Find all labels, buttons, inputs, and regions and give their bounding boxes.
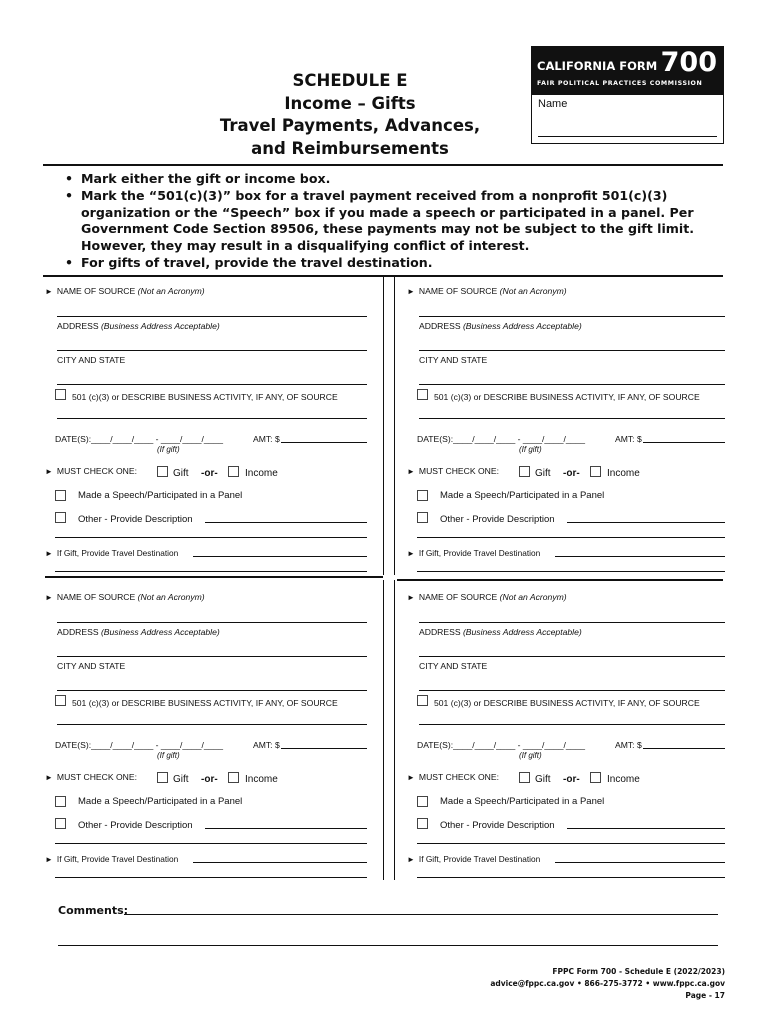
- name-label: Name: [538, 98, 568, 110]
- speech-checkbox[interactable]: [55, 490, 66, 501]
- 501c3-checkbox[interactable]: [55, 695, 66, 706]
- dates-label: DATE(S):____/____/____ - ____/____/____: [417, 740, 586, 750]
- other-checkbox[interactable]: [417, 818, 428, 829]
- dates-label: DATE(S):____/____/____ - ____/____/____: [417, 434, 586, 444]
- destination-field[interactable]: [193, 862, 367, 863]
- amount-field[interactable]: [643, 748, 725, 749]
- if-gift-note: (If gift): [519, 445, 542, 454]
- footer-contact: advice@fppc.ca.gov • 866-275-3772 • www.fppc.ca.gov: [490, 979, 725, 988]
- other-description-field[interactable]: [205, 522, 367, 523]
- city-state-field[interactable]: [419, 690, 725, 691]
- or-label: -or-: [201, 468, 218, 479]
- amount-label: AMT: $: [615, 740, 642, 750]
- destination-field[interactable]: [555, 862, 725, 863]
- business-activity-field[interactable]: [57, 724, 367, 725]
- column-divider: [383, 275, 384, 575]
- gift-checkbox[interactable]: [519, 772, 530, 783]
- business-activity-field[interactable]: [57, 418, 367, 419]
- source-label: ► NAME OF SOURCE (Not an Acronym): [407, 286, 567, 296]
- form-id-box: [531, 46, 724, 144]
- other-description-field[interactable]: [205, 828, 367, 829]
- name-field[interactable]: [538, 136, 717, 137]
- block-separator: [397, 579, 723, 581]
- address-field[interactable]: [419, 350, 725, 351]
- amount-field[interactable]: [281, 748, 367, 749]
- amount-label: AMT: $: [615, 434, 642, 444]
- if-gift-note: (If gift): [519, 751, 542, 760]
- other-description-field-2[interactable]: [417, 843, 725, 844]
- speech-checkbox[interactable]: [55, 796, 66, 807]
- city-state-field[interactable]: [57, 690, 367, 691]
- city-state-field[interactable]: [57, 384, 367, 385]
- instruction-item: • Mark either the gift or income box.: [63, 171, 713, 188]
- or-label: -or-: [201, 774, 218, 785]
- commission-name: FAIR POLITICAL PRACTICES COMMISSION: [537, 80, 703, 87]
- speech-label: Made a Speech/Participated in a Panel: [78, 490, 243, 501]
- if-gift-note: (If gift): [157, 751, 180, 760]
- business-activity-label: 501 (c)(3) or DESCRIBE BUSINESS ACTIVITY, IF ANY, OF SOURCE: [434, 698, 700, 708]
- amount-field[interactable]: [643, 442, 725, 443]
- destination-label: ► If Gift, Provide Travel Destination: [45, 548, 179, 558]
- amount-label: AMT: $: [253, 434, 280, 444]
- business-activity-field[interactable]: [419, 724, 725, 725]
- comments-field[interactable]: [124, 914, 718, 915]
- source-label: ► NAME OF SOURCE (Not an Acronym): [407, 592, 567, 602]
- other-checkbox[interactable]: [417, 512, 428, 523]
- city-state-field[interactable]: [419, 384, 725, 385]
- other-label: Other - Provide Description: [440, 514, 555, 525]
- form-label: CALIFORNIA FORM: [537, 59, 658, 73]
- destination-field-2[interactable]: [417, 877, 725, 878]
- address-label: ADDRESS (Business Address Acceptable): [57, 627, 220, 637]
- destination-field-2[interactable]: [55, 571, 367, 572]
- block-separator: [45, 576, 383, 578]
- speech-checkbox[interactable]: [417, 490, 428, 501]
- city-state-label: CITY AND STATE: [419, 661, 488, 671]
- business-activity-label: 501 (c)(3) or DESCRIBE BUSINESS ACTIVITY, IF ANY, OF SOURCE: [72, 392, 338, 402]
- other-checkbox[interactable]: [55, 818, 66, 829]
- other-description-field-2[interactable]: [55, 843, 367, 844]
- other-description-field[interactable]: [567, 522, 725, 523]
- amount-field[interactable]: [281, 442, 367, 443]
- address-label: ADDRESS (Business Address Acceptable): [419, 321, 582, 331]
- destination-field[interactable]: [193, 556, 367, 557]
- dates-label: DATE(S):____/____/____ - ____/____/____: [55, 740, 224, 750]
- speech-label: Made a Speech/Participated in a Panel: [440, 796, 605, 807]
- speech-checkbox[interactable]: [417, 796, 428, 807]
- source-field[interactable]: [419, 622, 725, 623]
- source-field[interactable]: [419, 316, 725, 317]
- form-header-band: [532, 47, 723, 95]
- other-label: Other - Provide Description: [440, 820, 555, 831]
- column-divider: [383, 580, 384, 880]
- destination-field-2[interactable]: [417, 571, 725, 572]
- top-divider: [43, 164, 723, 166]
- city-state-label: CITY AND STATE: [57, 355, 126, 365]
- comments-label: Comments:: [58, 904, 129, 917]
- gift-label: Gift: [535, 774, 551, 785]
- income-label: Income: [245, 774, 278, 785]
- other-checkbox[interactable]: [55, 512, 66, 523]
- column-divider: [394, 580, 395, 880]
- speech-label: Made a Speech/Participated in a Panel: [440, 490, 605, 501]
- gift-checkbox[interactable]: [157, 466, 168, 477]
- income-label: Income: [607, 774, 640, 785]
- form-number: 700: [660, 47, 717, 78]
- gift-label: Gift: [535, 468, 551, 479]
- 501c3-checkbox[interactable]: [417, 695, 428, 706]
- title-line-4: and Reimbursements: [251, 138, 449, 158]
- source-field[interactable]: [57, 622, 367, 623]
- comments-field-line-2[interactable]: [58, 945, 718, 946]
- address-label: ADDRESS (Business Address Acceptable): [419, 627, 582, 637]
- income-checkbox[interactable]: [228, 772, 239, 783]
- footer-page-number: Page - 17: [685, 991, 725, 1000]
- income-label: Income: [607, 468, 640, 479]
- destination-field-2[interactable]: [55, 877, 367, 878]
- other-label: Other - Provide Description: [78, 514, 193, 525]
- dates-label: DATE(S):____/____/____ - ____/____/____: [55, 434, 224, 444]
- title-line-1: SCHEDULE E: [292, 71, 408, 90]
- must-check-label: ► MUST CHECK ONE:: [407, 772, 499, 782]
- city-state-label: CITY AND STATE: [419, 355, 488, 365]
- city-state-label: CITY AND STATE: [57, 661, 126, 671]
- amount-label: AMT: $: [253, 740, 280, 750]
- column-divider: [394, 275, 395, 575]
- other-label: Other - Provide Description: [78, 820, 193, 831]
- other-description-field[interactable]: [567, 828, 725, 829]
- destination-label: ► If Gift, Provide Travel Destination: [45, 854, 179, 864]
- destination-field[interactable]: [555, 556, 725, 557]
- gift-checkbox[interactable]: [157, 772, 168, 783]
- destination-label: ► If Gift, Provide Travel Destination: [407, 548, 541, 558]
- income-checkbox[interactable]: [228, 466, 239, 477]
- schedule-title: [210, 70, 490, 160]
- business-activity-label: 501 (c)(3) or DESCRIBE BUSINESS ACTIVITY, IF ANY, OF SOURCE: [72, 698, 338, 708]
- destination-label: ► If Gift, Provide Travel Destination: [407, 854, 541, 864]
- speech-label: Made a Speech/Participated in a Panel: [78, 796, 243, 807]
- must-check-label: ► MUST CHECK ONE:: [45, 772, 137, 782]
- 501c3-checkbox[interactable]: [55, 389, 66, 400]
- must-check-label: ► MUST CHECK ONE:: [45, 466, 137, 476]
- address-field[interactable]: [57, 350, 367, 351]
- title-line-2: Income – Gifts: [284, 93, 416, 113]
- instruction-item: • Mark the “501(c)(3)” box for a travel payment received from a nonprofit 501(c)(3) organization or the “Speech” box if you made a speech or participated in a panel. Per Government Code Section 89506, these payments may not be subject to the gift limit. However, they may result in a disqualifying conflict of interest.: [63, 188, 713, 255]
- footer-form-id: FPPC Form 700 - Schedule E (2022/2023): [552, 967, 725, 976]
- address-field[interactable]: [57, 656, 367, 657]
- 501c3-checkbox[interactable]: [417, 389, 428, 400]
- other-description-field-2[interactable]: [417, 537, 725, 538]
- other-description-field-2[interactable]: [55, 537, 367, 538]
- business-activity-field[interactable]: [419, 418, 725, 419]
- address-label: ADDRESS (Business Address Acceptable): [57, 321, 220, 331]
- gift-label: Gift: [173, 774, 189, 785]
- instruction-item: • For gifts of travel, provide the travel destination.: [63, 255, 713, 272]
- source-label: ► NAME OF SOURCE (Not an Acronym): [45, 286, 205, 296]
- gift-checkbox[interactable]: [519, 466, 530, 477]
- gift-label: Gift: [173, 468, 189, 479]
- business-activity-label: 501 (c)(3) or DESCRIBE BUSINESS ACTIVITY, IF ANY, OF SOURCE: [434, 392, 700, 402]
- title-line-3: Travel Payments, Advances,: [219, 116, 481, 135]
- or-label: -or-: [563, 468, 580, 479]
- income-label: Income: [245, 468, 278, 479]
- address-field[interactable]: [419, 656, 725, 657]
- or-label: -or-: [563, 774, 580, 785]
- income-checkbox[interactable]: [590, 772, 601, 783]
- source-field[interactable]: [57, 316, 367, 317]
- if-gift-note: (If gift): [157, 445, 180, 454]
- must-check-label: ► MUST CHECK ONE:: [407, 466, 499, 476]
- source-label: ► NAME OF SOURCE (Not an Acronym): [45, 592, 205, 602]
- instructions: [63, 171, 713, 272]
- income-checkbox[interactable]: [590, 466, 601, 477]
